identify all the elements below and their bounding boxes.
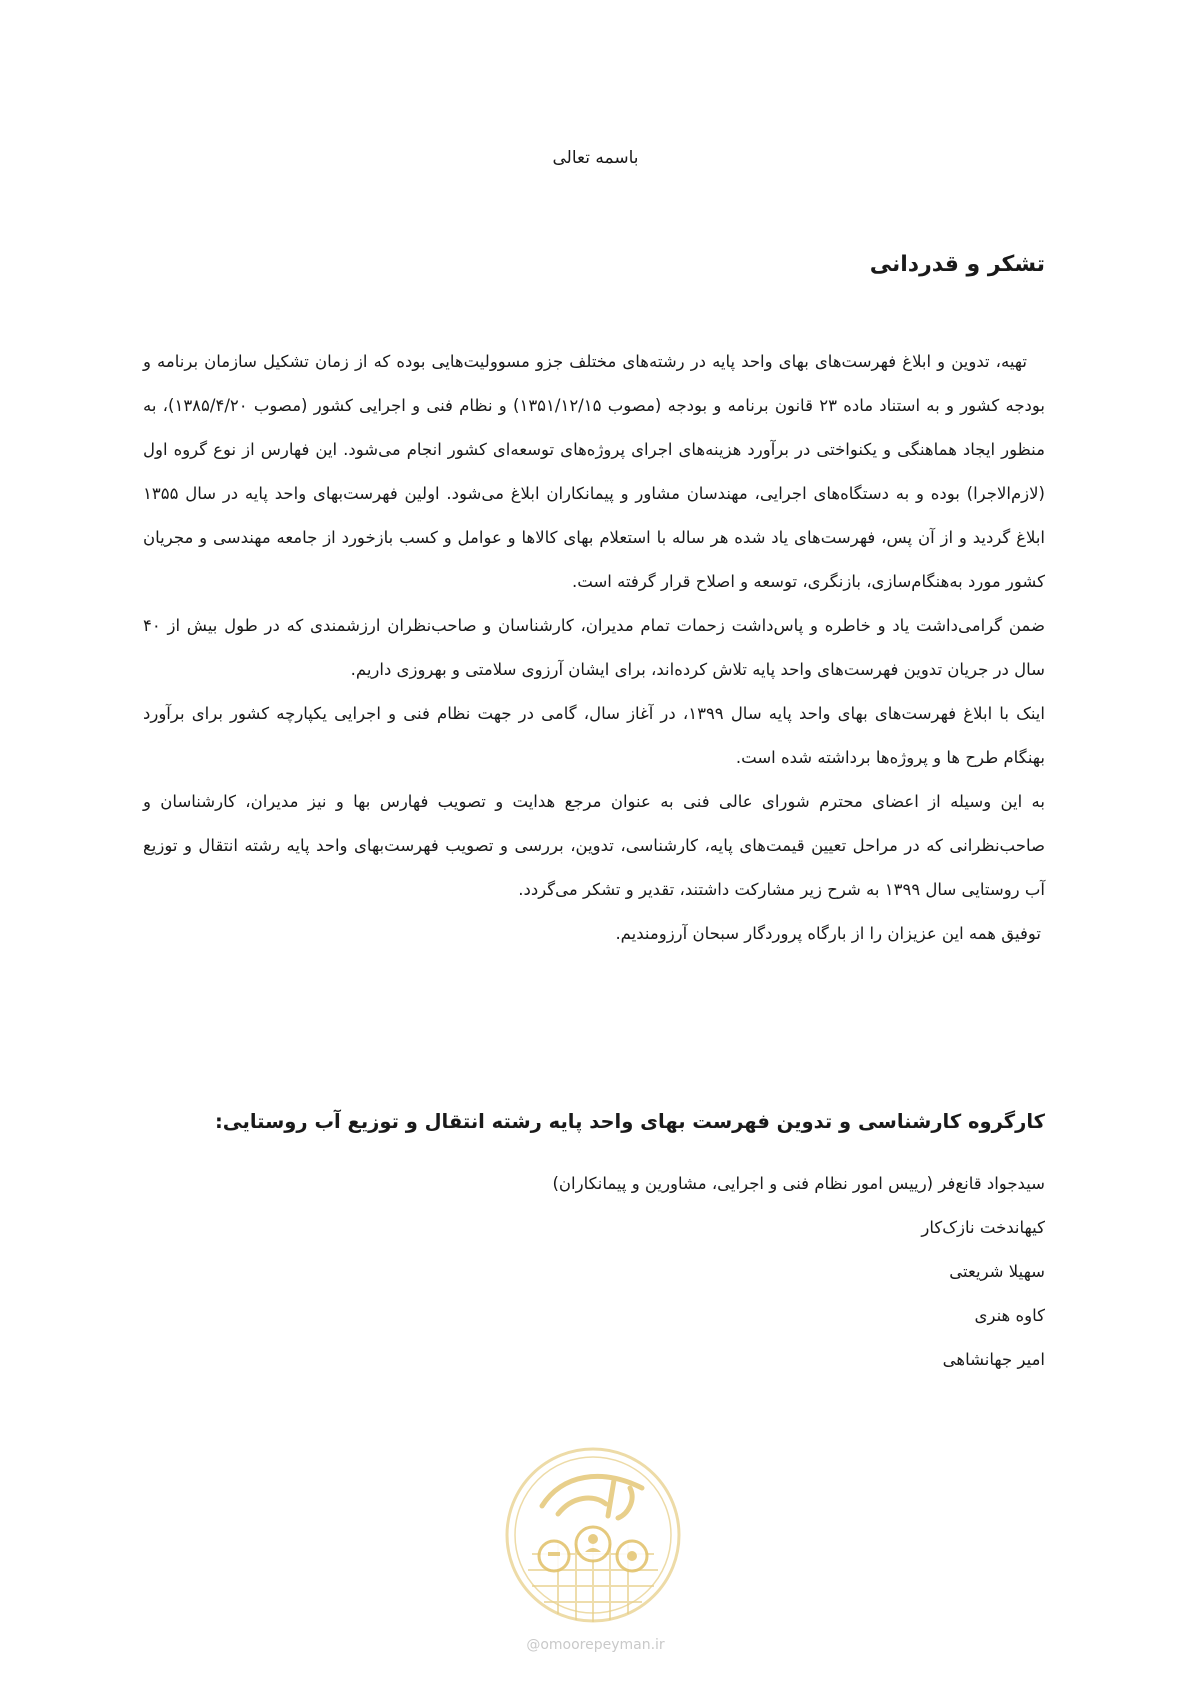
- page-title: تشکر و قدردانی: [869, 252, 1045, 277]
- paragraph-closing: توفیق همه این عزیزان را از بارگاه پروردگار سبحان آرزومندیم.: [615, 924, 1041, 943]
- team-member: سیدجواد قانع‌فر (رییس امور نظام فنی و اجرایی، مشاورین و پیمانکاران): [552, 1174, 1045, 1193]
- watermark-seal-icon: [502, 1444, 684, 1626]
- basmala-heading: باسمه تعالی: [552, 148, 639, 168]
- team-member: امیر جهانشاهی: [942, 1350, 1045, 1369]
- watermark-site-text: @omoorepeyman.ir: [526, 1637, 665, 1653]
- paragraph-appreciation: ضمن گرامی‌داشت یاد و خاطره و پاس‌داشت زحمات تمام مدیران، کارشناسان و صاحب‌نظران ارزشمندی که در طول بیش از ۴۰ سال در جریان تدوین فهرست‌های واحد پایه تلاش کرده‌اند، برای ایشان آرزوی سلامتی و بهروزی داریم.: [143, 616, 1045, 679]
- paragraph-history: تهیه، تدوین و ابلاغ فهرست‌های بهای واحد پایه در رشته‌های مختلف جزو مسوولیت‌هایی بوده که از زمان تشکیل سازمان برنامه و بودجه کشور و به استناد ماده ۲۳ قانون برنامه و بودجه (مصوب ۱۳۵۱/۱۲/۱۵) و نظام فنی و اجرایی کشور (مصوب ۱۳۸۵/۴/۲۰)، به منظور ایجاد هماهنگی و یکنواختی در برآورد هزینه‌های اجرای پروژه‌های توسعه‌ای کشور انجام می‌شود. این فهارس از نوع گروه اول (لازم‌الاجرا) بوده و به دستگاه‌های اجرایی، مهندسان مشاور و پیمانکاران ابلاغ می‌شود. اولین فهرست‌بهای واحد پایه در سال ۱۳۵۵ ابلاغ گردید و از آن پس، فهرست‌های یاد شده هر ساله با استعلام بهای کالاها و عوامل و کسب بازخورد از جامعه مهندسی و مجریان کشور مورد به‌هنگام‌سازی، بازنگری، توسعه و اصلاح قرار گرفته است.: [143, 352, 1045, 591]
- watermark-logo: [502, 1444, 684, 1626]
- team-member: سهیلا شریعتی: [949, 1262, 1045, 1281]
- acknowledgement-body: [143, 340, 1045, 956]
- team-member: کیهاندخت نازک‌کار: [921, 1218, 1045, 1237]
- team-member: کاوه هنری: [974, 1306, 1045, 1325]
- team-member-list: [143, 1162, 1045, 1382]
- paragraph-announcement: اینک با ابلاغ فهرست‌های بهای واحد پایه سال ۱۳۹۹، در آغاز سال، گامی در جهت نظام فنی و اجرایی یکپارچه کشور برای برآورد بهنگام طرح ها و پروژه‌ها برداشته شده است.: [143, 704, 1045, 767]
- team-heading: کارگروه کارشناسی و تدوین فهرست بهای واحد پایه رشته انتقال و توزیع آب روستایی:: [215, 1110, 1045, 1133]
- paragraph-thanks: به این وسیله از اعضای محترم شورای عالی فنی به عنوان مرجع هدایت و تصویب فهارس بها و نیز مدیران، کارشناسان و صاحب‌نظرانی که در مراحل تعیین قیمت‌های پایه، کارشناسی، تدوین، بررسی و تصویب فهرست‌بهای واحد پایه رشته انتقال و توزیع آب روستایی سال ۱۳۹۹ به شرح زیر مشارکت داشتند، تقدیر و تشکر می‌گردد.: [143, 792, 1045, 899]
